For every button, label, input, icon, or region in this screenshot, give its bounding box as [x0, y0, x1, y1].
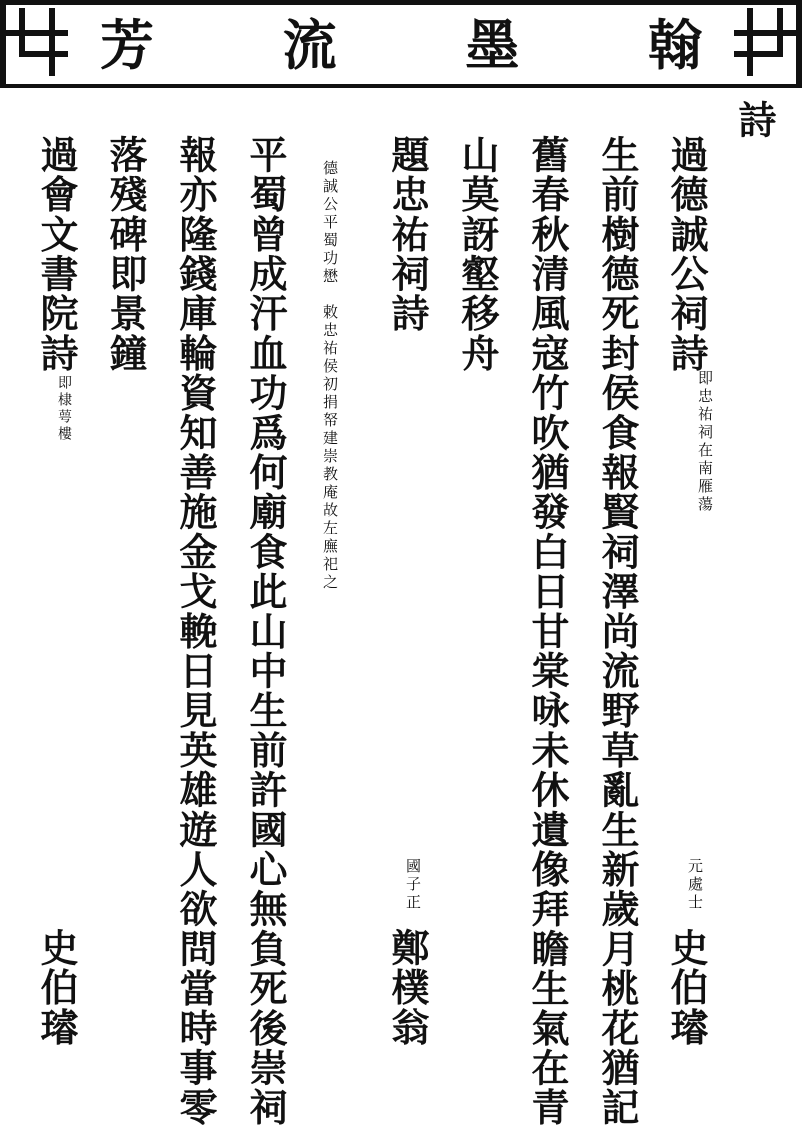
banner-char: 墨 [465, 13, 520, 77]
poem-line: 生前樹德死封侯食報賢祠澤尚流野草亂生新歲月桃花猶記 [595, 135, 640, 1128]
poem-title-1: 過德誠公祠詩 [664, 135, 709, 374]
banner-title [90, 8, 712, 82]
poem-line: 山莫訝壑移舟 [455, 135, 500, 374]
poem-line: 平蜀曾成汗血功爲何廟食此山中生前許國心無負死後崇祠 [243, 135, 288, 1128]
poem-line: 落殘碑即景鐘 [103, 135, 148, 374]
poem-line: 舊春秋清風寇竹吹猶發白日甘棠咏未休遺像拜瞻生氣在青 [525, 135, 570, 1128]
poem-title-3: 過會文書院詩 [34, 135, 79, 374]
author-name-3: 史伯璿 [34, 928, 79, 1048]
poem-title-2: 題忠祐祠詩 [385, 135, 430, 334]
banner-char: 流 [282, 13, 337, 77]
banner-char: 翰 [647, 13, 702, 77]
author-title-1: 元處士 [686, 858, 704, 912]
banner-char: 芳 [100, 13, 154, 77]
lattice-ornament-left [0, 0, 70, 84]
header-banner [0, 0, 802, 88]
author-title-2: 國子正 [404, 858, 422, 912]
poem-line: 報亦隆錢庫輪資知善施金戈輓日見英雄遊人欲問當時事零 [173, 135, 218, 1128]
author-name-1: 史伯璿 [664, 928, 709, 1048]
top-rule [0, 0, 802, 5]
poem-note-3: 即棣萼樓 [56, 375, 72, 443]
author-name-2: 鄭樸翁 [385, 928, 430, 1048]
poem-preface-note: 德誠公平蜀功懋 敕忠祐侯初捐帑建崇教庵故左廡祀之 [321, 160, 339, 592]
lattice-ornament-right [732, 0, 802, 84]
section-label: 詩 [732, 100, 777, 140]
poem-note-1: 即忠祐祠在南雁蕩 [696, 370, 714, 514]
